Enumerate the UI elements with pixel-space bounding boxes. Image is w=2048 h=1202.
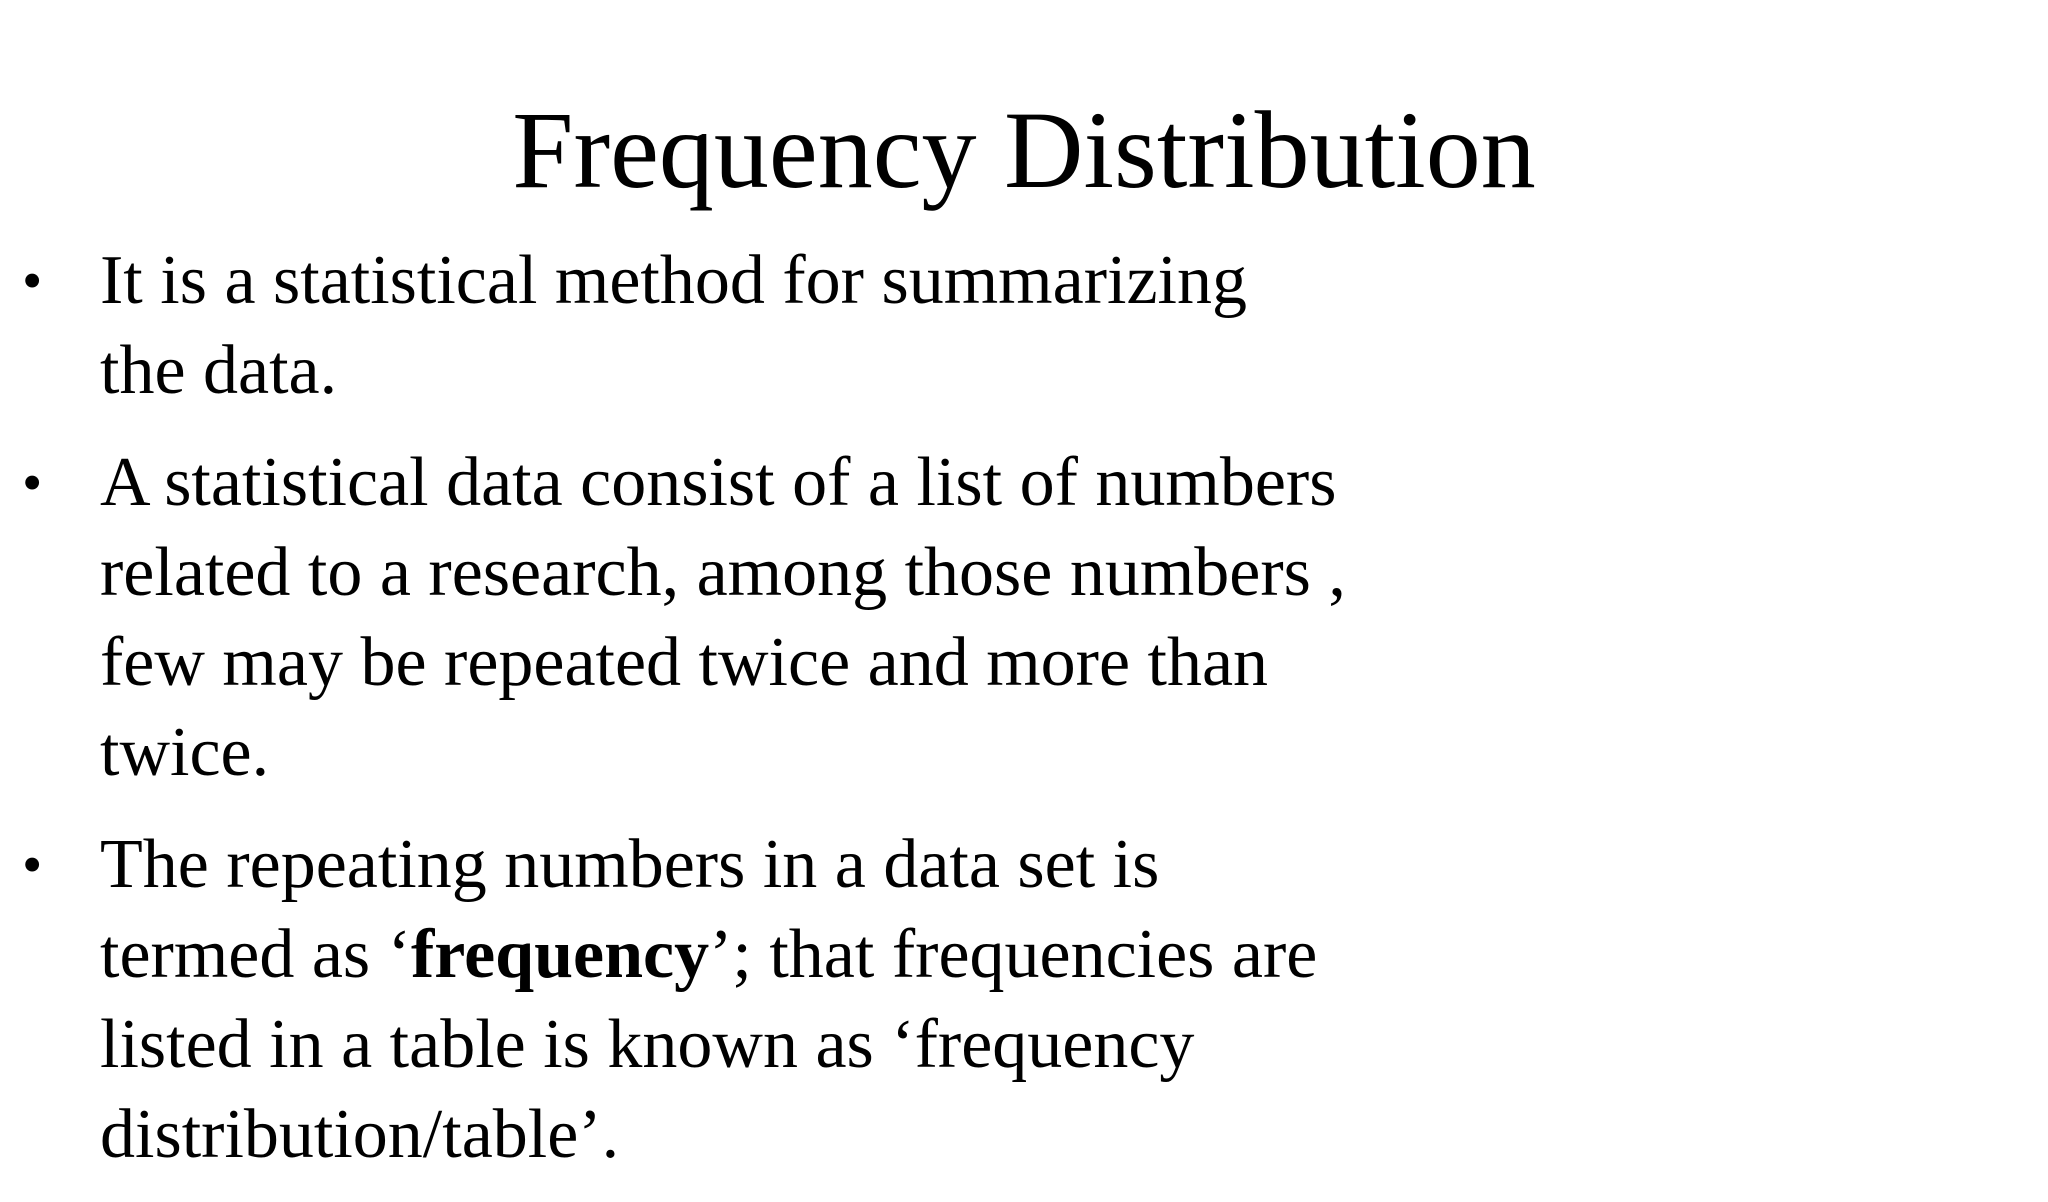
bullet-icon: • bbox=[22, 832, 43, 897]
bullet-text-line: related to a research, among those numbers , bbox=[100, 534, 1346, 611]
bullet-text-line: A statistical data consist of a list of numbers bbox=[100, 444, 1337, 521]
text-fragment: termed as ‘ bbox=[100, 916, 411, 993]
bullet-text-line: listed in a table is known as ‘frequency bbox=[100, 1006, 1195, 1083]
bullet-text-line: twice. bbox=[100, 714, 270, 791]
bullet-item bbox=[0, 438, 1500, 798]
bullet-text-line: It is a statistical method for summarizing bbox=[100, 242, 1247, 319]
bullet-icon: • bbox=[22, 450, 43, 515]
bullet-item bbox=[0, 820, 1500, 1180]
bullet-text-line: the data. bbox=[100, 332, 338, 409]
bullet-text-line: distribution/table’. bbox=[100, 1096, 620, 1173]
bullet-icon: • bbox=[22, 248, 43, 313]
bullet-list bbox=[0, 236, 1500, 1202]
text-fragment: ’; that frequencies are bbox=[709, 916, 1318, 993]
bullet-text-line-with-emphasis bbox=[100, 910, 1500, 1000]
emphasized-term: frequency bbox=[410, 916, 710, 993]
bullet-item bbox=[0, 236, 1500, 416]
slide-title: Frequency Distribution bbox=[512, 89, 1536, 211]
bullet-text-line: The repeating numbers in a data set is bbox=[100, 826, 1160, 903]
bullet-text-line: few may be repeated twice and more than bbox=[100, 624, 1269, 701]
